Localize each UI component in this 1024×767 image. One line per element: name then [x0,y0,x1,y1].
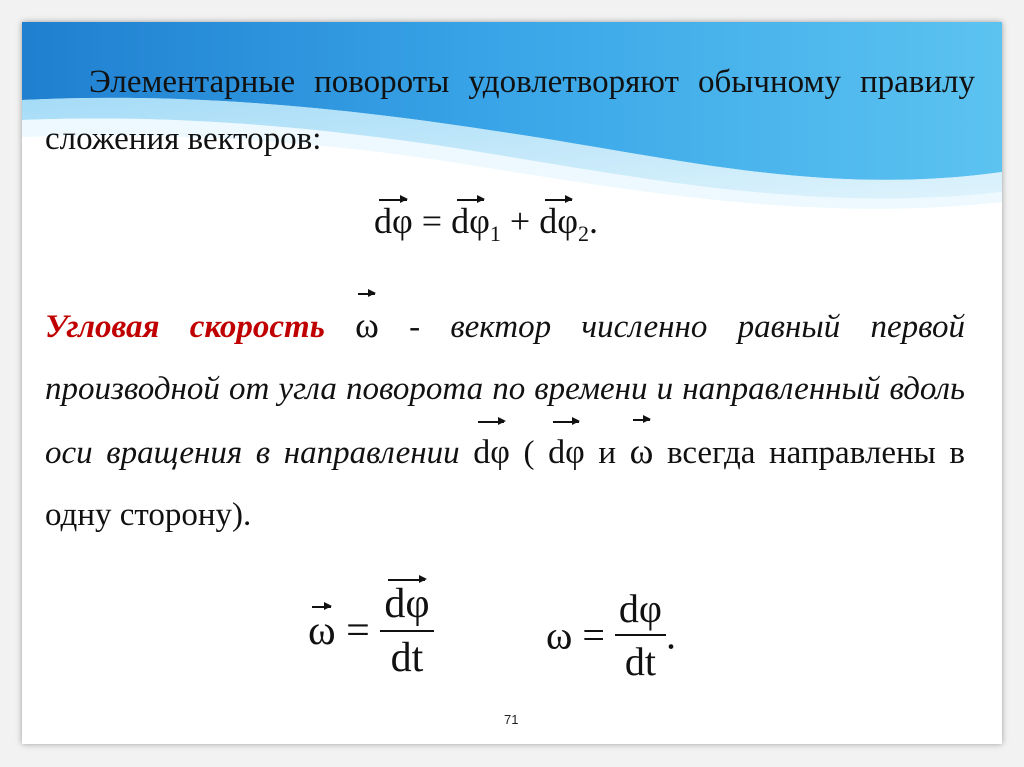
equation-omega-vector [308,580,434,682]
fraction [615,585,666,685]
page-number: 71 [504,712,519,727]
numerator-dphi-vector: dφ [380,580,433,628]
equation-sum-of-rotations [374,200,598,247]
plus-sign: + [509,201,531,241]
numerator-dphi: dφ [618,586,662,631]
dphi-vector: dφ [374,201,413,241]
equals-sign: = [582,612,605,658]
denominator-dt: dt [390,635,424,681]
angular-velocity-definition [45,294,965,546]
omega-vector: ω [355,294,379,356]
dphi1-vector: dφ [451,201,490,241]
dphi-vector-inline: dφ [473,422,510,484]
dphi2-vector: dφ [539,201,578,241]
period: . [665,612,676,658]
definition-text-end: всегда направлены в одну сторону). [45,435,965,533]
fraction [380,580,433,682]
omega-vector-inline: ω [630,420,654,482]
subscript-2: 2 [577,221,589,247]
equation-omega-scalar [546,585,676,685]
fraction-bar [615,634,666,636]
omega-scalar: ω [546,612,573,658]
equals-sign: = [346,608,370,654]
term-angular-velocity: Угловая скорость [45,309,325,345]
fraction-bar [380,630,433,632]
and-word: и [584,435,630,471]
open-paren: ( [509,435,549,471]
period: . [588,201,598,241]
omega-vector-eq: ω [308,608,336,654]
denominator-dt: dt [624,639,656,684]
dphi-vector-inline-2: dφ [548,422,585,484]
slide [22,22,1002,744]
definition-text: - вектор численно равный первой производной от угла поворота по времени и направленный вдоль оси вращения в направлении [45,309,966,471]
heading-text: Элементарные повороты удовлетворяют обычному правилу сложения векторов: [45,64,975,157]
equals-sign: = [421,201,443,241]
subscript-1: 1 [489,221,501,247]
